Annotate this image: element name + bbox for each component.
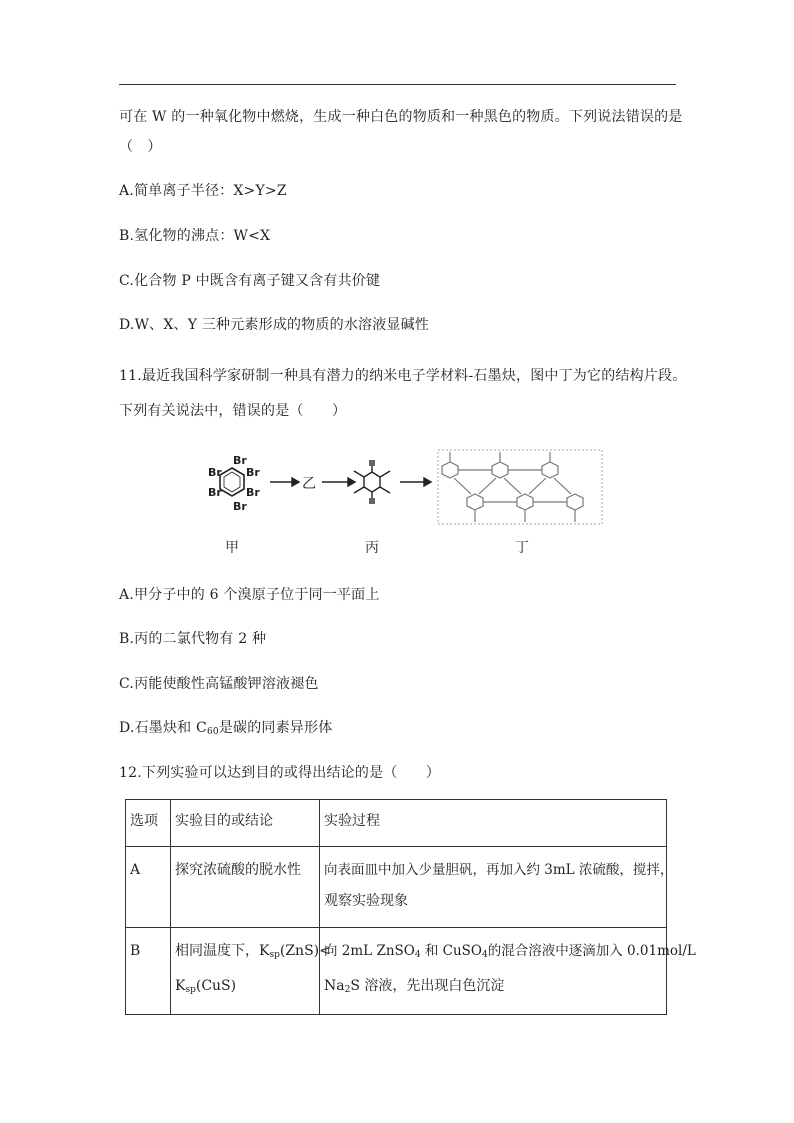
br-label: Br <box>246 486 260 499</box>
reaction-scheme-figure <box>200 448 604 560</box>
arrow-3 <box>400 478 431 486</box>
header-process: 实验过程 <box>320 800 667 847</box>
table-header-row <box>126 800 667 847</box>
br-label: Br <box>208 486 222 499</box>
q11-option-b: B.丙的二氯代物有 2 种 <box>119 631 267 647</box>
header-goal: 实验目的或结论 <box>171 800 320 847</box>
row-b-goal-text: K <box>175 978 186 994</box>
molecule-ding <box>438 450 602 524</box>
row-b-proc-text: 和 CuSO <box>420 943 483 959</box>
row-b-proc-text: 的混合溶液中逐滴加入 0.01mol/L <box>487 943 696 959</box>
q11-d-text: D.石墨炔和 C <box>119 720 207 736</box>
molecule-jia <box>220 468 244 496</box>
experiment-table <box>125 799 696 1015</box>
row-a-goal: 探究浓硫酸的脱水性 <box>171 847 320 928</box>
q12-stem: 12.下列实验可以达到目的或得出结论的是（ ） <box>119 765 441 781</box>
q11-option-d <box>119 717 332 737</box>
label-jia: 甲 <box>225 540 239 556</box>
br-label: Br <box>233 454 247 467</box>
row-a-process <box>320 847 674 928</box>
br-label: Br <box>233 500 247 513</box>
row-b-goal-text: 相同温度下，K <box>175 943 270 959</box>
arrow-1 <box>270 478 299 486</box>
row-b-goal-text: (CuS) <box>195 978 237 994</box>
row-a-process-line2: 观察实验现象 <box>324 893 408 909</box>
row-b-goal-text: (ZnS)< <box>279 943 331 959</box>
subscript: sp <box>185 985 196 995</box>
table-row <box>126 928 667 1015</box>
q11-option-c: C.丙能使酸性高锰酸钾溶液褪色 <box>119 676 319 692</box>
subscript: 4 <box>414 950 421 960</box>
br-label: Br <box>246 466 260 479</box>
label-ding: 丁 <box>515 540 529 556</box>
subscript: 2 <box>344 985 351 995</box>
row-b-proc-text: Na <box>324 978 345 994</box>
row-b-process <box>320 928 696 1015</box>
row-b-goal <box>171 928 331 1015</box>
header-rule <box>119 84 676 85</box>
q10-option-d: D.W、X、Y 三种元素形成的物质的水溶液显碱性 <box>119 317 430 333</box>
q10-option-a: A.简单离子半径：X>Y>Z <box>119 183 287 199</box>
row-b-proc-text: S 溶液，先出现白色沉淀 <box>350 978 505 994</box>
row-a-process-line1: 向表面皿中加入少量胆矾，再加入约 3mL 浓硫酸，搅拌， <box>324 862 674 878</box>
arrow-2 <box>322 478 355 486</box>
subscript: 4 <box>482 950 488 960</box>
q11-stem-line2: 下列有关说法中，错误的是（ ） <box>119 403 347 419</box>
q11-d-text-end: 是碳的同素异形体 <box>218 720 333 736</box>
q10-stem-line2: （ ） <box>119 139 162 155</box>
q10-option-c: C.化合物 P 中既含有离子键又含有共价键 <box>119 273 381 289</box>
q11-stem-line1: 11.最近我国科学家研制一种具有潜力的纳米电子学材料-石墨炔，图中丁为它的结构片段。 <box>119 368 687 384</box>
table-row <box>126 847 667 928</box>
row-b-proc-text: 向 2mL ZnSO <box>324 943 415 959</box>
q11-d-subscript: 60 <box>206 727 219 737</box>
q10-stem-line1: 可在 W 的一种氧化物中燃烧，生成一种白色的物质和一种黑色的物质。下列说法错误的是 <box>119 109 683 125</box>
subscript: sp <box>269 950 280 960</box>
q11-option-a: A.甲分子中的 6 个溴原子位于同一平面上 <box>119 587 380 603</box>
br-label: Br <box>208 466 222 479</box>
header-option: 选项 <box>126 800 171 847</box>
molecule-bing <box>354 460 390 504</box>
row-a-option: A <box>126 847 171 928</box>
row-b-option: B <box>126 928 171 1015</box>
label-bing: 丙 <box>365 540 379 556</box>
q10-option-b: B.氢化物的沸点：W<X <box>119 228 271 244</box>
label-yi: 乙 <box>302 476 316 492</box>
